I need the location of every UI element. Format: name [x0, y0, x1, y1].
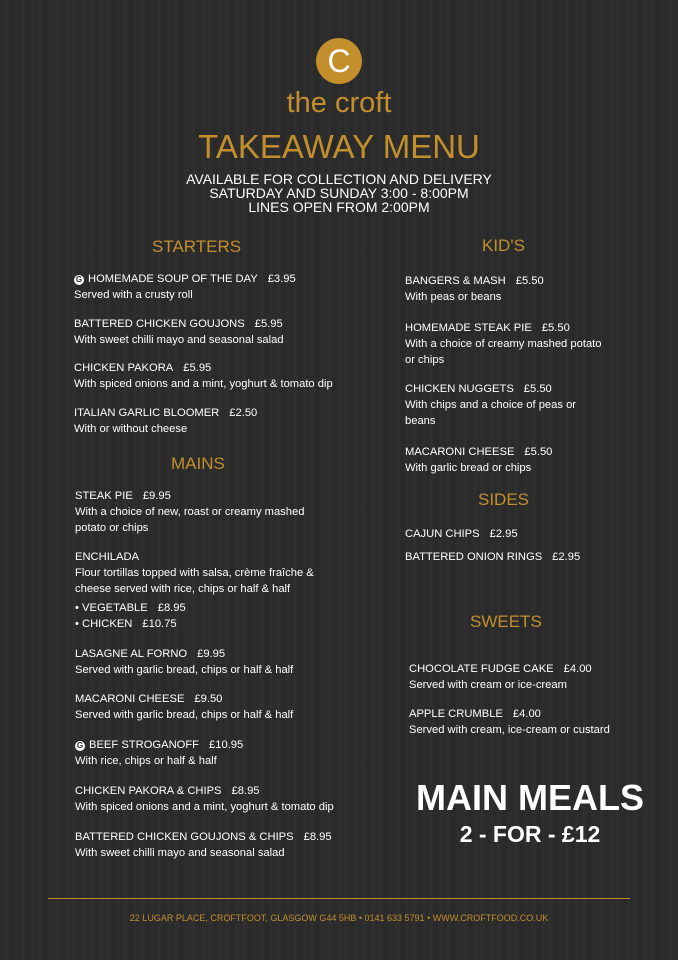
item-price: £3.95 [267, 273, 296, 285]
item-name: STEAK PIE [75, 490, 133, 502]
item-price: £5.50 [523, 383, 552, 395]
option-label: • CHICKEN [75, 618, 133, 630]
item-price: £2.50 [229, 407, 258, 419]
menu-item [75, 691, 293, 723]
menu-item [409, 706, 610, 738]
item-price: £5.50 [524, 446, 553, 458]
menu-item [74, 405, 257, 437]
item-description: Served with garlic bread, chips or half & half [75, 664, 294, 676]
gluten-free-icon: G [75, 275, 83, 284]
menu-item [74, 316, 284, 348]
item-name: BATTERED CHICKEN GOUJONS [74, 318, 245, 330]
availability-info [0, 172, 678, 214]
item-name: MACARONI CHEESE [405, 446, 515, 458]
menu-item [405, 320, 602, 368]
enchilada-option [75, 616, 177, 632]
option-label: • VEGETABLE [75, 602, 148, 614]
menu-item [74, 360, 333, 392]
item-description: With peas or beans [405, 291, 502, 303]
item-price: £5.95 [183, 362, 212, 374]
starters-heading: STARTERS [152, 237, 242, 256]
menu-title: TAKEAWAY MENU [198, 128, 480, 165]
option-price: £8.95 [157, 602, 186, 614]
item-name: CAJUN CHIPS [405, 528, 480, 540]
item-description: or chips [405, 354, 445, 366]
item-description: With spiced onions and a mint, yoghurt & tomato dip [75, 801, 334, 813]
mains-heading: MAINS [171, 454, 225, 473]
option-price: £10.75 [142, 618, 177, 630]
promo-offer: 2 - FOR - £12 [459, 821, 601, 847]
enchilada-option [75, 600, 186, 616]
item-description: With sweet chilli mayo and seasonal salad [74, 334, 284, 346]
item-price: £5.50 [541, 322, 570, 334]
menu-item [405, 381, 576, 429]
menu-item [405, 526, 518, 542]
item-name: ITALIAN GARLIC BLOOMER [74, 407, 220, 419]
menu-item [405, 444, 552, 476]
logo-letter: C [327, 43, 351, 79]
item-name: LASAGNE AL FORNO [75, 648, 188, 660]
item-name: HOMEMADE STEAK PIE [405, 322, 532, 334]
menu-item [405, 549, 580, 565]
item-price: £2.95 [489, 528, 518, 540]
item-name: HOMEMADE SOUP OF THE DAY [88, 273, 258, 285]
menu-item [409, 661, 592, 693]
item-description: With or without cheese [74, 423, 188, 435]
item-description: With sweet chilli mayo and seasonal salad [75, 847, 285, 859]
item-name: BATTERED CHICKEN GOUJONS & CHIPS [75, 831, 294, 843]
menu-item [75, 783, 334, 815]
item-price: £9.95 [142, 490, 171, 502]
item-description: With a choice of creamy mashed potato [405, 338, 602, 350]
item-description: Served with cream, ice-cream or custard [409, 724, 610, 736]
item-price: £8.95 [231, 785, 260, 797]
menu-item [75, 829, 332, 861]
item-name: MACARONI CHEESE [75, 693, 185, 705]
item-price: £4.00 [512, 708, 541, 720]
menu-item [74, 271, 296, 303]
item-description: Served with garlic bread, chips or half & half [75, 709, 294, 721]
item-name: CHICKEN PAKORA & CHIPS [75, 785, 222, 797]
item-description: With chips and a choice of peas or [405, 399, 577, 411]
brand-name: the croft [286, 87, 392, 119]
availability-line: AVAILABLE FOR COLLECTION AND DELIVERY [186, 171, 492, 187]
item-description: Served with a crusty roll [74, 289, 193, 301]
item-name: CHICKEN NUGGETS [405, 383, 514, 395]
item-price: £10.95 [209, 739, 244, 751]
item-price: £5.50 [515, 275, 544, 287]
menu-item [75, 549, 314, 597]
availability-line: SATURDAY AND SUNDAY 3:00 - 8:00PM [209, 185, 469, 201]
item-description: With rice, chips or half & half [75, 755, 217, 767]
item-name: BEEF STROGANOFF [89, 739, 200, 751]
item-price: £9.95 [197, 648, 226, 660]
menu-item [75, 488, 304, 536]
item-description: With a choice of new, roast or creamy mashed [75, 506, 305, 518]
item-price: £5.95 [254, 318, 283, 330]
item-price: £2.95 [552, 551, 581, 563]
item-name: ENCHILADA [75, 551, 140, 563]
menu-item [405, 273, 544, 305]
sweets-heading: SWEETS [470, 612, 542, 631]
item-price: £9.50 [194, 693, 223, 705]
menu-item [75, 646, 293, 678]
item-name: CHICKEN PAKORA [74, 362, 174, 374]
item-name: BANGERS & MASH [405, 275, 506, 287]
item-description: cheese served with rice, chips or half & half [75, 583, 291, 595]
item-description: beans [405, 415, 436, 427]
item-description: With spiced onions and a mint, yoghurt & tomato dip [74, 378, 333, 390]
item-name: APPLE CRUMBLE [409, 708, 503, 720]
item-price: £4.00 [563, 663, 592, 675]
footer-contact: 22 LUGAR PLACE, CROFTFOOT, GLASGOW G44 5HB • 0141 633 5791 • WWW.CROFTFOOD.CO.UK [129, 913, 549, 923]
item-name: BATTERED ONION RINGS [405, 551, 543, 563]
sides-heading: SIDES [478, 490, 530, 509]
menu-item [75, 737, 243, 769]
item-price: £8.95 [303, 831, 332, 843]
item-description: Flour tortillas topped with salsa, crème fraîche & [75, 567, 314, 579]
gluten-free-icon: G [76, 741, 84, 750]
croft-logo [316, 38, 362, 84]
availability-line: LINES OPEN FROM 2:00PM [248, 199, 430, 215]
promo-headline: MAIN MEALS [416, 777, 644, 818]
item-description: Served with cream or ice-cream [409, 679, 567, 691]
kids-heading: KID'S [482, 236, 525, 255]
item-description: With garlic bread or chips [405, 462, 532, 474]
item-name: CHOCOLATE FUDGE CAKE [409, 663, 554, 675]
item-description: potato or chips [75, 522, 149, 534]
footer-divider [48, 898, 630, 899]
